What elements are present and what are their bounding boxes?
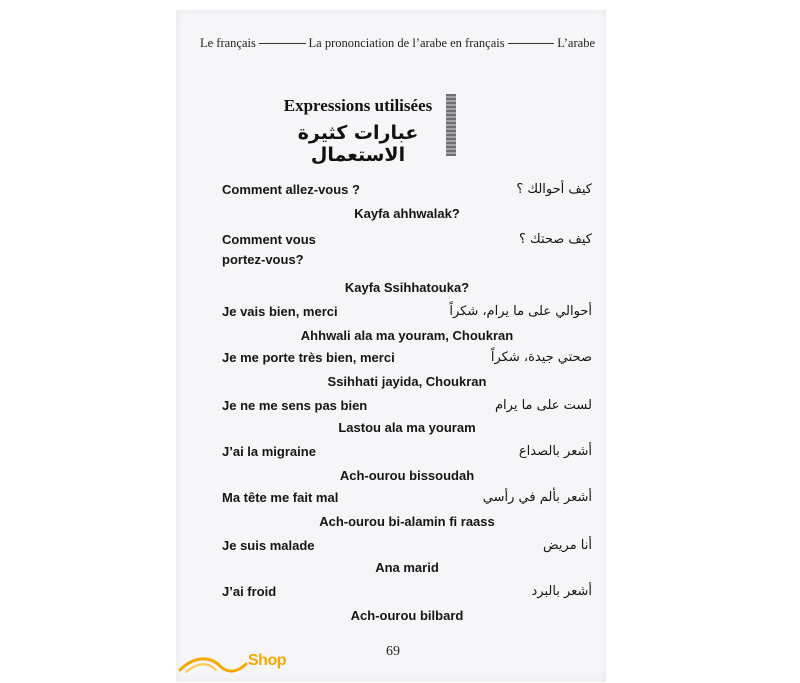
phrase-transliteration: Ach-ourou bi-alamin fi raass	[319, 514, 495, 529]
phrase-transliteration: Ahhwali ala ma youram, Choukran	[300, 328, 514, 343]
phrase-entry	[222, 488, 592, 534]
header-center: La prononciation de l’arabe en français	[308, 36, 505, 50]
phrase-french: Je suis malade	[222, 538, 315, 553]
section-title	[272, 94, 456, 166]
phrase-transliteration: Kayfa Ssihhatouka?	[344, 280, 470, 295]
shop-logo-text: Shop	[248, 652, 286, 669]
phrase-arabic: أنا مريض	[542, 538, 592, 553]
phrase-french: J’ai la migraine	[222, 444, 316, 459]
header-right: L’arabe	[557, 36, 595, 50]
phrase-transliteration: Kayfa ahhwalak?	[354, 206, 460, 221]
title-arabic: عبارات كثيرة الاستعمال	[297, 122, 419, 166]
phrase-entry	[222, 536, 592, 580]
phrase-arabic: كيف صحتك ؟	[518, 232, 592, 247]
phrase-arabic: أشعر بالصداع	[518, 444, 592, 459]
phrase-french: Comment allez-vous ?	[222, 182, 360, 197]
phrase-entry	[222, 348, 592, 394]
phrase-transliteration: Ana marid	[375, 560, 439, 575]
phrase-entry	[222, 230, 592, 300]
phrase-french: J’ai froid	[222, 584, 277, 599]
phrase-arabic: أشعر بألم في رأسي	[482, 490, 592, 505]
phrase-arabic: صحتي جيدة، شكراً	[490, 350, 592, 365]
phrase-french: Je me porte très bien, merci	[222, 350, 395, 365]
phrase-french: Je vais bien, merci	[222, 304, 338, 319]
phrase-entry	[222, 180, 592, 226]
phrase-transliteration: Ach-ourou bilbard	[350, 608, 464, 623]
phrase-french: Je ne me sens pas bien	[222, 398, 368, 413]
phrase-arabic: لست على ما يرام	[495, 398, 592, 413]
phrase-transliteration: Ssihhati jayida, Choukran	[327, 374, 487, 389]
phrase-arabic: كيف أحوالك ؟	[516, 182, 592, 197]
phrase-arabic: أشعر بالبرد	[531, 584, 592, 599]
header-rule-1	[259, 43, 306, 44]
header-left: Le français	[200, 36, 256, 50]
page-number: 69	[386, 644, 400, 659]
phrase-arabic: أحوالي على ما يرام، شكراً	[449, 304, 592, 319]
phrase-transliteration: Lastou ala ma youram	[338, 420, 476, 435]
title-french: Expressions utilisées	[283, 96, 433, 115]
running-header	[200, 36, 595, 51]
phrase-entry	[222, 396, 592, 442]
title-side-bar	[446, 94, 456, 156]
phrase-entry	[222, 302, 592, 348]
phrase-entry	[222, 582, 592, 628]
phrase-entry	[222, 442, 592, 488]
phrase-transliteration: Ach-ourou bissoudah	[339, 468, 475, 483]
phrase-french: Comment vous portez-vous?	[222, 232, 316, 267]
header-rule-2	[508, 43, 555, 44]
phrase-french: Ma tête me fait mal	[222, 490, 339, 505]
